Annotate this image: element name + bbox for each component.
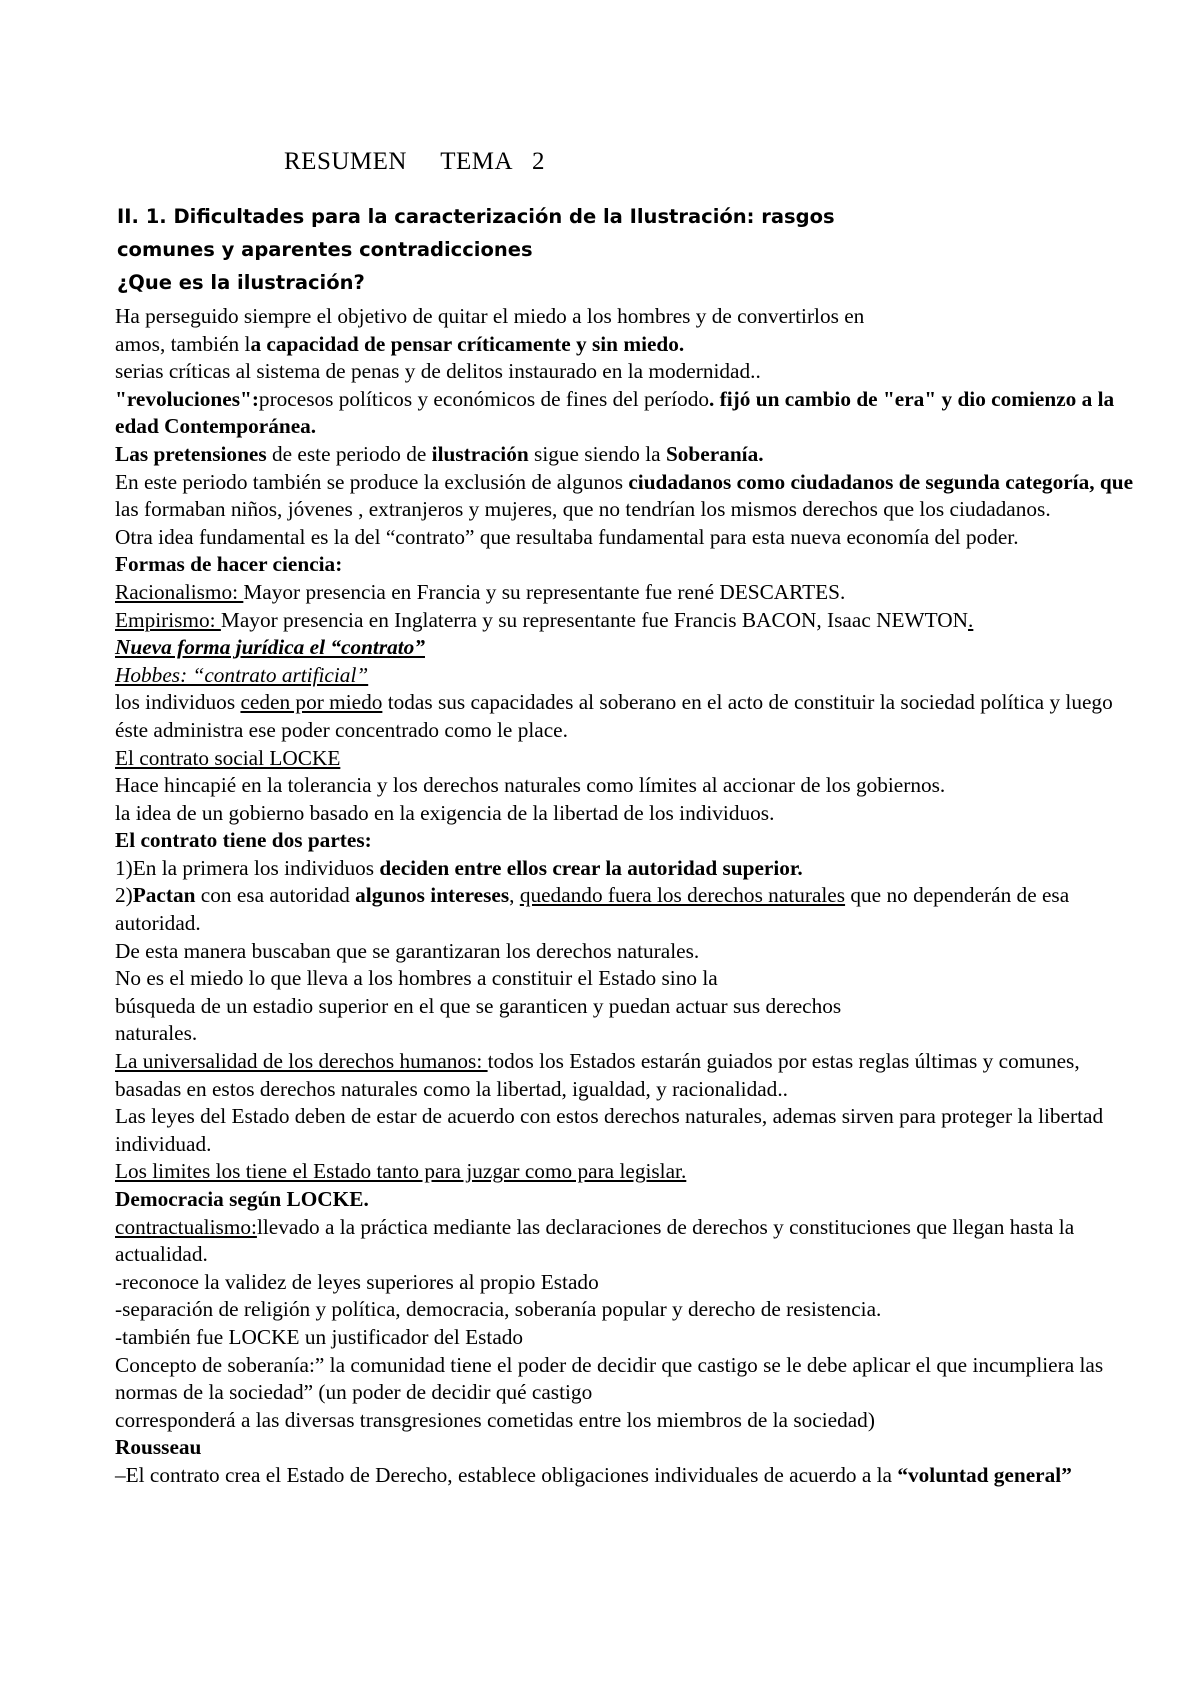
paragraph-racionalismo: Racionalismo: Mayor presencia en Francia y su representante fue rené DESCARTES.: [115, 579, 846, 604]
paragraph-4: Las pretensiones de este periodo de ilustración sigue siendo la Soberanía.: [115, 441, 764, 466]
paragraph-soberania: Concepto de soberanía:” la comunidad tiene el poder de decidir que castigo se le debe aplicar el que incumpliera las normas de la sociedad” (un poder de decidir qué castigo corresponderá a las diversas transgresiones cometidas entre los miembros de la sociedad): [115, 1352, 1104, 1432]
section-heading-line-1: II. 1. Dificultades para la caracterización de la Ilustración: rasgos: [117, 205, 835, 228]
paragraph-limites: Los limites los tiene el Estado tanto para juzgar como para legislar.: [115, 1159, 687, 1184]
paragraph-rousseau: –El contrato crea el Estado de Derecho, establece obligaciones individuales de acuerdo a la “voluntad general”: [115, 1462, 1072, 1487]
paragraph-1: Ha perseguido siempre el objetivo de quitar el miedo a los hombres y de convertirlos en amos, también la capacidad de pensar críticamente y sin miedo.: [115, 304, 865, 356]
paragraph-universalidad: La universalidad de los derechos humanos: todos los Estados estarán guiados por estas reglas últimas y comunes, basadas en estos derechos naturales como la libertad, igualdad, y racionalidad..: [115, 1049, 1080, 1101]
paragraph-2: serias críticas al sistema de penas y de delitos instaurado en la modernidad..: [115, 359, 761, 384]
paragraph-hobbes: los individuos ceden por miedo todas sus capacidades al soberano en el acto de constituir la sociedad política y luego éste administra ese poder concentrado como le place.: [115, 690, 1113, 742]
paragraph-locke-2: la idea de un gobierno basado en la exigencia de la libertad de los individuos.: [115, 800, 775, 825]
paragraph-locke-1: Hace hincapié en la tolerancia y los derechos naturales como límites al accionar de los gobiernos.: [115, 773, 946, 798]
paragraph-6: Otra idea fundamental es la del “contrato” que resultaba fundamental para esta nueva economía del poder.: [115, 524, 1019, 549]
subheading-formas-ciencia: Formas de hacer ciencia:: [115, 552, 343, 577]
list-item-1: -reconoce la validez de leyes superiores al propio Estado: [115, 1269, 599, 1294]
paragraph-empirismo: Empirismo: Mayor presencia en Inglaterra y su representante fue Francis BACON, Isaac NEWTON.: [115, 607, 974, 632]
section-heading-line-2: comunes y aparentes contradicciones: [117, 238, 533, 261]
paragraph-miedo: No es el miedo lo que lleva a los hombres a constituir el Estado sino la búsqueda de un estadio superior en el que se garanticen y puedan actuar sus derechos naturales.: [115, 966, 842, 1046]
subheading-democracia: Democracia según LOCKE.: [115, 1187, 369, 1211]
subheading-nueva-forma: Nueva forma jurídica el “contrato”: [115, 635, 425, 660]
subheading-rousseau: Rousseau: [115, 1435, 202, 1460]
paragraph-garantia: De esta manera buscaban que se garantizaran los derechos naturales.: [115, 938, 700, 963]
paragraph-3: "revoluciones":procesos políticos y económicos de fines del período. fijó un cambio de "era" y dio comienzo a la edad Contemporánea.: [115, 386, 1115, 439]
paragraph-parte-1: 1)En la primera los individuos deciden entre ellos crear la autoridad superior.: [115, 855, 803, 880]
paragraph-leyes: Las leyes del Estado deben de estar de acuerdo con estos derechos naturales, ademas sirven para proteger la libertad individuad.: [115, 1104, 1104, 1156]
paragraph-contractualismo: contractualismo:llevado a la práctica mediante las declaraciones de derechos y constituciones que llegan hasta la actualidad.: [115, 1214, 1075, 1267]
paragraph-parte-2: 2)Pactan con esa autoridad algunos intereses, quedando fuera los derechos naturales que no dependerán de esa autoridad.: [115, 883, 1070, 936]
section-question: ¿Que es la ilustración?: [117, 271, 365, 294]
list-item-2: -separación de religión y política, democracia, soberanía popular y derecho de resistencia.: [115, 1297, 882, 1322]
subheading-dos-partes: El contrato tiene dos partes:: [115, 828, 372, 853]
document-title: RESUMEN TEMA 2: [284, 148, 545, 175]
paragraph-5: En este periodo también se produce la exclusión de algunos ciudadanos como ciudadanos de segunda categoría, que las formaban niños, jóvenes , extranjeros y mujeres, que no tendrían los mismos derechos que los ciudadanos.: [115, 469, 1134, 522]
document-body: [115, 303, 1145, 1490]
list-item-3: -también fue LOCKE un justificador del Estado: [115, 1324, 524, 1349]
subheading-hobbes: Hobbes: “contrato artificial”: [115, 662, 369, 687]
subheading-locke: El contrato social LOCKE: [115, 745, 341, 770]
